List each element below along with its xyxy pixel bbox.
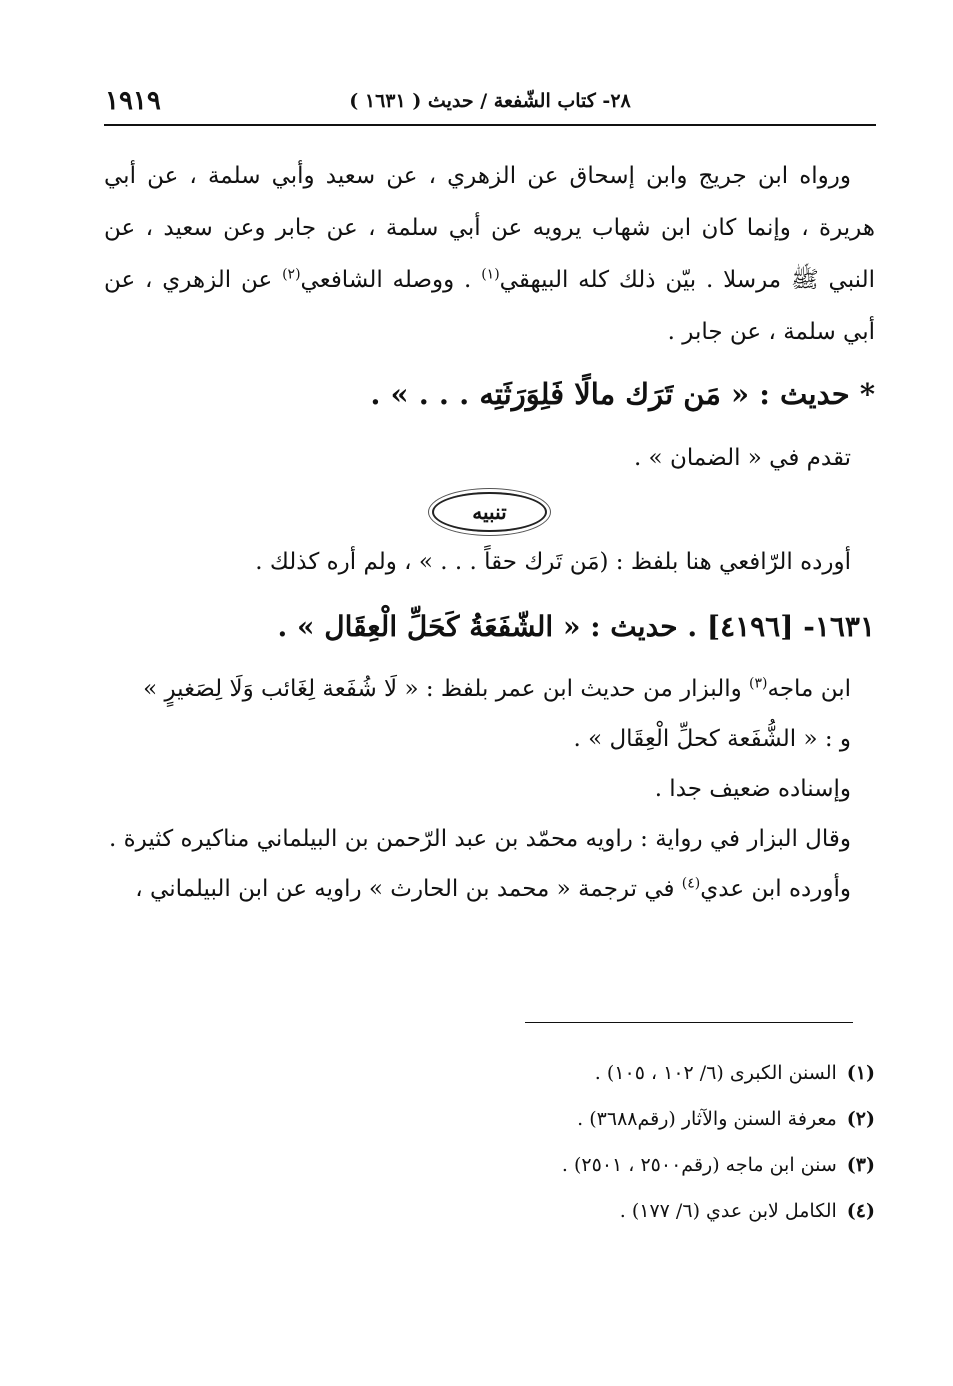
footnote-number: (٢): [846, 1108, 875, 1130]
ibn-adi-line: [104, 864, 875, 914]
ibn-adi-start: وأورده ابن عدي: [700, 876, 851, 902]
ibn-majah-start: ابن ماجه: [767, 676, 851, 702]
isnad-line: وإسناده ضعيف جدا .: [654, 776, 851, 802]
cross-reference: تقدم في « الضمان » .: [633, 445, 851, 471]
ibn-majah-rest: والبزار من حديث ابن عمر بلفظ : « لَا شُفَعة لِغَائب وَلَا لِصَغيرٍ »: [143, 676, 750, 702]
ibn-majah-line: [104, 664, 875, 714]
header-rule: [104, 124, 876, 126]
paragraph-ibn-jurayj: [104, 150, 875, 358]
tanbih-box: [104, 492, 875, 532]
footnotes: [104, 1050, 875, 1234]
footnote-ref-4[interactable]: (٤): [681, 875, 701, 892]
footnote-text: سنن ابن ماجه (رقم٢٥٠٠ ، ٢٥٠١) .: [561, 1154, 837, 1176]
footnote-number: (٤): [846, 1200, 875, 1222]
footnote-text: معرفة السنن والآثار (رقم٣٦٨٨) .: [577, 1108, 837, 1130]
footnote-number: (١): [846, 1062, 875, 1084]
footnote-item: [104, 1188, 875, 1234]
ibn-adi-rest: في ترجمة « محمد بن الحارث » راويه عن ابن البيلماني ،: [135, 876, 682, 902]
footnote-text: السنن الكبرى (٦/ ١٠٢ ، ١٠٥) .: [594, 1062, 837, 1084]
paragraph-text: ورواه ابن جريج وابن إسحاق عن الزهري ، عن سعيد وأبي سلمة ، عن أبي هريرة ، وإنما كان ابن شهاب يرويه عن أبي سلمة ، عن جابر وعن سعيد ، عن النبي ﷺ مرسلا . بيّن ذلك كله البيهقي: [104, 163, 875, 293]
footnote-item: [104, 1142, 875, 1188]
bazzar-line: وقال البزار في رواية : راويه محمّد بن عبد الرّحمن بن البيلماني مناكيره كثيرة .: [108, 826, 851, 852]
waw-line: و : « الشُّفَعة كحلِّ الْعِقَال » .: [573, 726, 851, 752]
footnote-separator: [525, 1022, 853, 1023]
running-title: ٢٨- كتاب الشّفعة / حديث ( ١٦٣١ ): [349, 90, 631, 112]
paragraph-text-end: عن الزهري ، عن أبي سلمة ، عن جابر .: [104, 267, 875, 345]
footnote-item: [104, 1096, 875, 1142]
page-number: ١٩١٩: [105, 86, 161, 116]
footnote-ref-2[interactable]: (٢): [282, 266, 301, 283]
footnote-text: الكامل لابن عدي (٦/ ١٧٧) .: [619, 1200, 837, 1222]
hadith-heading: * حديث : « مَن تَرَك مالًا فَلِوَرَثَتِه . . . » .: [370, 377, 875, 411]
footnote-ref-3[interactable]: (٣): [749, 675, 768, 692]
tanbih-text: أورده الرّافعي هنا بلفظ : (مَن تَرك حقاً . . . » ، ولم أره كذلك .: [255, 549, 851, 575]
page-header: [105, 84, 875, 122]
footnote-item: [104, 1050, 875, 1096]
hadith-1631-title: ١٦٣١- [٤١٩٦] . حديث : « الشّفَعَةُ كَحَلِّ الْعِقَال » .: [277, 610, 875, 643]
main-text: [104, 150, 875, 914]
paragraph-text-mid: . ووصله الشافعي: [300, 267, 482, 293]
footnote-number: (٣): [846, 1154, 875, 1176]
footnote-ref-1[interactable]: (١): [481, 266, 500, 283]
tanbih-label: تنبيه: [432, 492, 546, 532]
